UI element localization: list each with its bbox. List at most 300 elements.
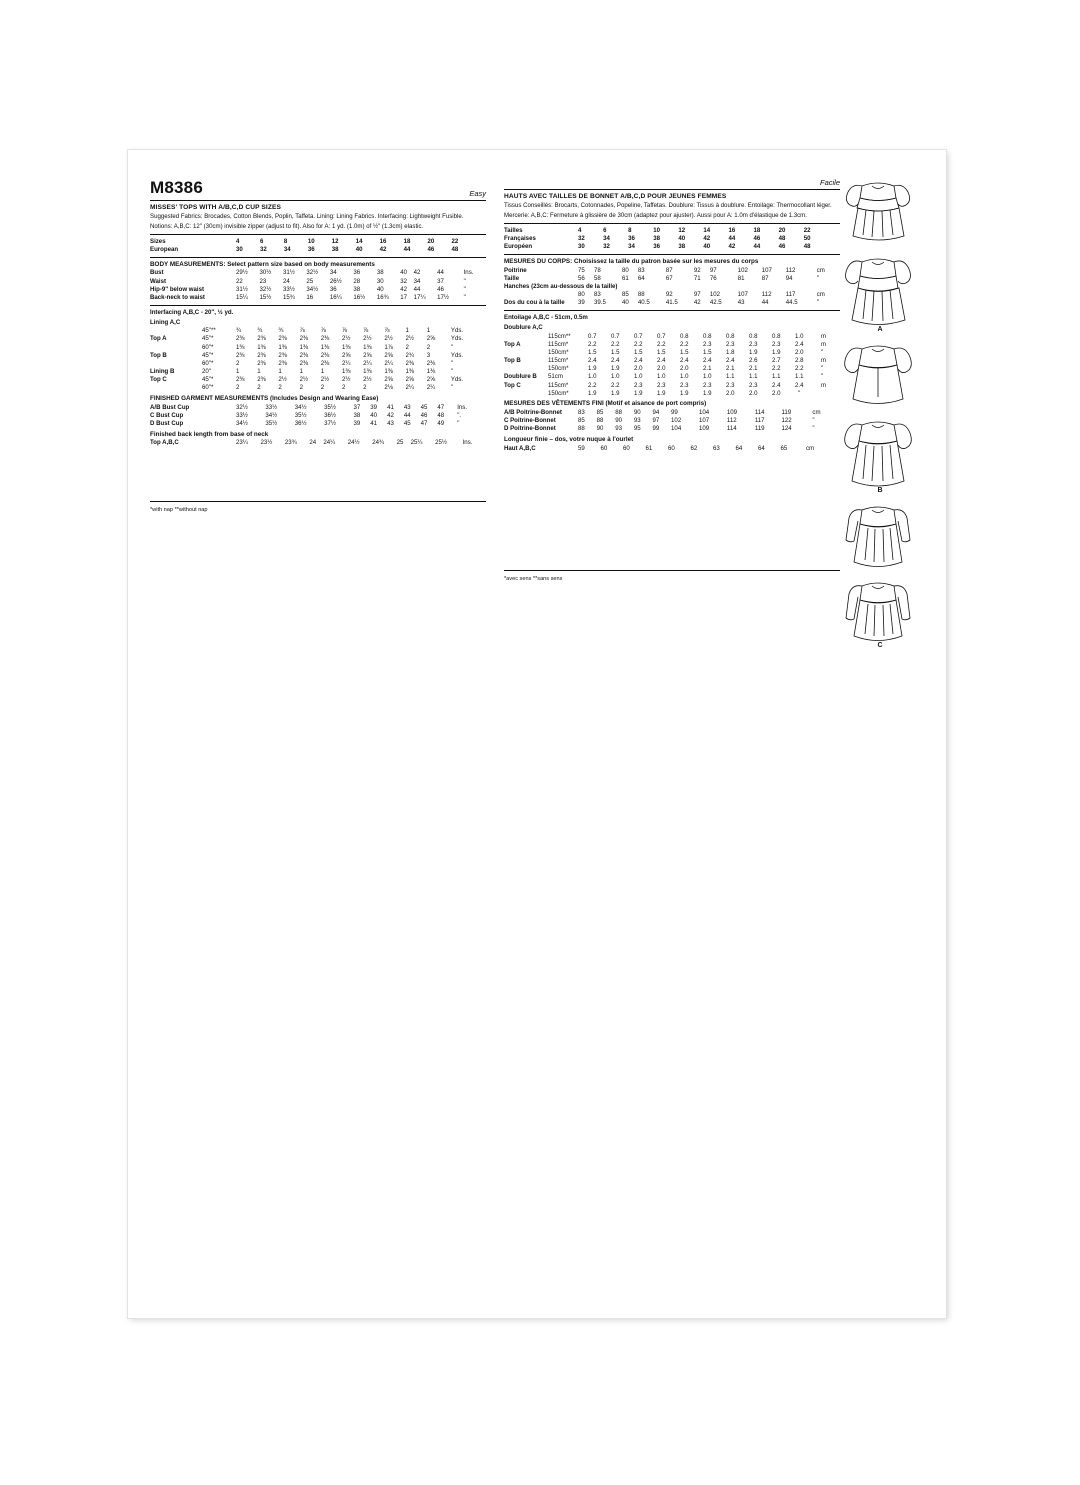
cell: 36 — [628, 235, 635, 243]
cell: 2.4 — [680, 357, 689, 365]
row-label: Top A — [150, 335, 167, 343]
cell: 2.2 — [588, 340, 597, 348]
cell: 18 — [403, 238, 411, 246]
cell: 2½ — [278, 376, 287, 384]
cell: 2.3 — [749, 381, 758, 389]
content — [150, 178, 920, 582]
cell: 75 — [578, 266, 585, 274]
english-column — [150, 178, 486, 582]
cell: 6 — [259, 238, 264, 246]
cell: 46 — [778, 243, 786, 251]
table-row — [150, 277, 486, 285]
footer-divider — [150, 501, 486, 502]
cell: 36 — [653, 243, 661, 251]
cell: 36½ — [324, 411, 336, 419]
cell: 83 — [637, 266, 645, 274]
cell: 25¼ — [410, 439, 423, 447]
cell: 2.2 — [657, 340, 666, 348]
cell: 1.0 — [703, 373, 712, 381]
cell: 1.8 — [726, 348, 735, 356]
row-label: C Bust Cup — [150, 411, 184, 419]
cell: 2⅜ — [257, 335, 266, 343]
cell: 124 — [781, 425, 792, 433]
cell: 2.3 — [703, 340, 712, 348]
cell: 1 — [426, 327, 431, 335]
french-size-table — [504, 226, 840, 251]
cell: 0.8 — [703, 332, 712, 340]
table-row — [150, 419, 486, 427]
cell: 41 — [387, 403, 394, 411]
cell: 95 — [633, 425, 641, 433]
cell: 2½ — [363, 376, 372, 384]
cell: 23½ — [260, 439, 273, 447]
row-label: A/B Poitrine-Bonnet — [504, 409, 562, 417]
cell: 2½ — [320, 376, 330, 384]
divider — [504, 223, 840, 224]
french-body-heading: MESURES DU CORPS: Choisissez la taille du patron basée sur les mesures du corps — [504, 258, 759, 265]
cell: 34½ — [294, 403, 307, 411]
cell: 1.1 — [795, 373, 804, 381]
cell: 38 — [353, 285, 361, 293]
english-body-table — [150, 269, 486, 302]
view-a-1 — [819, 176, 938, 246]
cell: 17¼ — [413, 293, 426, 301]
cell: ¾ — [278, 327, 284, 335]
cell: 92 — [665, 291, 673, 299]
cell: 2⅛ — [384, 384, 393, 392]
row-label: Poitrine — [504, 266, 527, 274]
cell: 48 — [778, 235, 786, 243]
cell: 88 — [578, 425, 585, 433]
english-fabrics: Suggested Fabrics: Brocades, Cotton Blends, Poplin, Taffeta. Lining: Lining Fabrics. Interfacing: Lightweight Fusible. — [150, 213, 464, 220]
cell: 64 — [637, 274, 645, 282]
cell: 34 — [329, 269, 337, 277]
cell: 1⅜ — [257, 343, 266, 351]
cell: 43 — [737, 299, 745, 307]
cell: 46 — [420, 411, 428, 419]
cell: 2¼ — [426, 384, 436, 392]
cell: 15¾ — [282, 293, 295, 301]
cell: 88 — [615, 409, 622, 417]
cell: 1.9 — [680, 389, 689, 397]
cell: 60 — [600, 444, 608, 452]
fabric-width: 45"* — [202, 351, 214, 359]
table-row — [504, 332, 840, 340]
cell: 1.9 — [634, 389, 643, 397]
cell: 44 — [403, 411, 411, 419]
english-back-length-heading: Finished back length from base of neck — [150, 430, 269, 438]
cell: 2 — [278, 384, 282, 392]
french-back-length-table — [504, 444, 840, 452]
cell: 33½ — [236, 411, 248, 419]
cell: ¾ — [257, 327, 263, 335]
cell: 44 — [403, 246, 411, 254]
cell: 2.4 — [588, 357, 597, 365]
cell: 90 — [633, 409, 641, 417]
cell-unit: " — [463, 277, 466, 285]
row-label: D Bust Cup — [150, 420, 184, 428]
cell: 16¼ — [329, 293, 342, 301]
cell: ⅞ — [384, 327, 390, 335]
cell: 34½ — [306, 285, 319, 293]
cell: 2¼ — [341, 359, 351, 367]
cell: 2.0 — [795, 348, 804, 356]
view-b-1-drawing — [822, 337, 934, 409]
cell: 24¾ — [372, 439, 385, 447]
cell: 1.0 — [795, 332, 804, 340]
cell: 107 — [737, 291, 748, 299]
cell: 1.5 — [611, 348, 620, 356]
cell: 2 — [257, 384, 261, 392]
cell: 0.8 — [726, 332, 735, 340]
cell: 32 — [259, 246, 267, 254]
cell: 1⅜ — [426, 368, 436, 376]
cell: 16¾ — [376, 293, 389, 301]
cell-unit: " — [821, 365, 824, 373]
fabric-width: 115cm* — [548, 381, 569, 389]
fabric-width: 150cm* — [548, 365, 569, 373]
cell-unit: " — [457, 420, 460, 428]
cell: 2.3 — [680, 381, 689, 389]
cell: 47 — [437, 403, 445, 411]
table-row — [150, 343, 486, 351]
cell: 16 — [306, 293, 314, 301]
cell: 36½ — [294, 420, 307, 428]
cell: 1.5 — [588, 348, 597, 356]
cell: 1⅜ — [363, 343, 372, 351]
cell: 67 — [665, 274, 673, 282]
cell-unit: " — [812, 417, 815, 425]
fabric-width: 60"* — [202, 359, 214, 367]
cell: 17½ — [437, 293, 450, 301]
cell: 8 — [628, 227, 632, 235]
cell: 2 — [426, 343, 431, 351]
table-row — [504, 226, 840, 234]
cell: 2.3 — [749, 340, 758, 348]
sheet — [128, 150, 946, 1318]
cell: 44 — [437, 269, 444, 277]
cell: 1.9 — [772, 348, 781, 356]
cell: 1.1 — [726, 373, 735, 381]
cell: 1.9 — [588, 389, 597, 397]
table-row — [504, 299, 840, 307]
cell: 2.3 — [703, 381, 712, 389]
cell: 2.4 — [795, 381, 804, 389]
cell: 0.8 — [772, 332, 781, 340]
cell: 2⅜ — [257, 359, 266, 367]
row-label: Doublure B — [504, 373, 537, 381]
cell: 112 — [785, 266, 796, 274]
cell: ⅞ — [341, 327, 348, 335]
cell: 1.1 — [772, 373, 781, 381]
view-c-2 — [822, 574, 938, 649]
cell: 40 — [400, 269, 408, 277]
cell: 1 — [278, 368, 282, 376]
cell: 46 — [427, 246, 435, 254]
fabric-width: 115cm* — [548, 357, 569, 365]
table-row — [504, 444, 840, 452]
cell-unit: cm — [806, 444, 815, 452]
row-label — [150, 327, 202, 335]
english-size-table — [150, 237, 486, 253]
view-label-c: C — [877, 642, 883, 649]
cell: 2⅝ — [426, 376, 436, 384]
cell: 97 — [693, 291, 701, 299]
view-a-2 — [822, 250, 938, 333]
cell-unit: " — [463, 293, 466, 301]
cell: 90 — [596, 425, 604, 433]
cell: 80 — [578, 291, 585, 299]
cell-unit: Yds. — [450, 327, 464, 335]
fabric-width: 45"* — [202, 376, 214, 384]
cell-unit: cm — [812, 409, 821, 417]
english-footnote: *with nap **without nap — [150, 506, 208, 513]
cell: 16 — [728, 227, 736, 235]
cell: 59 — [578, 444, 585, 452]
fabric-width: 115cm** — [548, 332, 571, 340]
cell: 56 — [578, 274, 585, 282]
cell: 2⅜ — [299, 335, 309, 343]
fabric-width: 60"* — [202, 384, 214, 392]
cell: 48 — [803, 243, 811, 251]
cell: 102 — [671, 417, 682, 425]
cell: 83 — [593, 291, 601, 299]
cell: 1.0 — [680, 373, 689, 381]
row-label: Dos du cou à la taille — [504, 299, 565, 307]
cell: 2.3 — [726, 340, 735, 348]
table-row — [504, 365, 840, 373]
cell: 40 — [376, 285, 384, 293]
row-label: C Poitrine-Bonnet — [504, 417, 556, 425]
cell: 23 — [259, 277, 267, 285]
cell: 88 — [596, 417, 604, 425]
cell: 30 — [376, 277, 384, 285]
cell: 2½ — [341, 335, 351, 343]
cell: 6 — [603, 227, 607, 235]
cell-unit: " — [450, 343, 454, 351]
cell-unit: " — [450, 359, 454, 367]
cell: 2⅜ — [236, 376, 245, 384]
table-row — [150, 285, 486, 293]
cell: 44 — [761, 299, 769, 307]
table-row — [150, 376, 486, 384]
cell: 26½ — [329, 277, 342, 285]
cell: 47 — [420, 420, 428, 428]
cell: 42 — [703, 235, 711, 243]
table-row — [150, 327, 486, 335]
cell: 2.0 — [749, 389, 758, 397]
cell: 43 — [403, 403, 411, 411]
french-lining-label: Doublure A,C — [504, 323, 543, 331]
cell: 2⅝ — [405, 376, 414, 384]
french-notions: Mercerie: A,B,C: Fermeture à glissière de 30cm (adaptez pour ajuster). Aussi pour A: 1.0m d'élastique de 1.3cm. — [504, 212, 807, 220]
cell: 71 — [693, 274, 701, 282]
cell — [475, 237, 486, 245]
cell: 46 — [437, 285, 444, 293]
cell: 4 — [578, 227, 582, 235]
cell-unit: Ins. — [457, 403, 468, 411]
cell: 63 — [713, 444, 720, 452]
cell: 34 — [603, 235, 610, 243]
cell: 1⅜ — [384, 368, 393, 376]
cell: 2.2 — [611, 340, 620, 348]
fabric-width: 45"* — [202, 335, 214, 343]
cell: 35½ — [324, 403, 336, 411]
cell: 16½ — [353, 293, 366, 301]
cell: 25 — [396, 439, 404, 447]
cell: 10 — [307, 238, 315, 246]
cell: 40.5 — [637, 299, 650, 307]
cell: 2 — [299, 384, 303, 392]
cell: 97 — [709, 266, 717, 274]
cell: 2.8 — [795, 357, 804, 365]
cell: 122 — [781, 417, 792, 425]
cell: 1 — [236, 368, 240, 376]
row-label: Waist — [150, 277, 167, 285]
cell: 2.2 — [795, 365, 804, 373]
cell: 2.7 — [772, 357, 781, 365]
cell: 15¼ — [236, 293, 248, 301]
cell: 99 — [671, 409, 678, 417]
view-b-2 — [822, 413, 938, 494]
cell: 1.5 — [680, 348, 689, 356]
table-row — [150, 335, 486, 343]
cell: 50 — [803, 235, 811, 243]
cell: 2⅝ — [384, 376, 393, 384]
cell: 2⅜ — [299, 359, 309, 367]
view-c-1 — [822, 498, 938, 570]
cell: 32½ — [306, 269, 319, 277]
english-lining-label: Lining A,C — [150, 318, 181, 326]
cell: 83 — [578, 409, 585, 417]
row-label — [150, 343, 202, 351]
table-row — [150, 246, 486, 254]
cell: 2.2 — [588, 381, 597, 389]
table-row — [504, 266, 840, 274]
cell: 2.4 — [611, 357, 620, 365]
fabric-width: 150cm* — [548, 389, 569, 397]
cell: 8 — [283, 238, 288, 246]
cell: 39.5 — [593, 299, 606, 307]
european-label: European — [150, 246, 179, 254]
cell — [475, 246, 486, 254]
cell: 81 — [737, 274, 745, 282]
row-label: Back-neck to waist — [150, 293, 205, 301]
cell-unit: " — [821, 373, 824, 381]
cell-unit: m — [821, 340, 827, 348]
row-label: Taille — [504, 274, 520, 282]
table-row — [504, 235, 840, 243]
cell: 36 — [329, 285, 337, 293]
cell: 30½ — [259, 269, 272, 277]
cell: 2¼ — [384, 359, 393, 367]
cell: 32½ — [236, 403, 248, 411]
cell: 1⅜ — [363, 368, 372, 376]
cell: 112 — [761, 291, 772, 299]
cell: 2.4 — [726, 357, 735, 365]
cell: 2.2 — [611, 381, 620, 389]
cell-unit: ". — [457, 411, 462, 419]
cell: 48 — [437, 411, 445, 419]
cell: 14 — [355, 238, 363, 246]
cell: 60 — [623, 444, 630, 452]
cell: 61 — [645, 444, 653, 452]
table-row — [504, 243, 840, 251]
row-label: Hanches (23cm au-dessous de la taille) — [504, 282, 618, 290]
cell: 88 — [637, 291, 645, 299]
cell: 17 — [400, 293, 408, 301]
french-header — [504, 178, 840, 190]
cell-unit: Yds. — [450, 335, 464, 343]
cell: 38 — [376, 269, 384, 277]
cell: 2.3 — [772, 340, 781, 348]
cell: 2¼ — [405, 384, 414, 392]
cell: 43 — [387, 420, 394, 428]
cell: 60 — [668, 444, 675, 452]
cell: 23¼ — [236, 439, 248, 447]
cell: 94 — [652, 409, 660, 417]
cell: 32 — [578, 235, 585, 243]
cell-unit: " — [450, 368, 454, 376]
sizes-label: Sizes — [150, 238, 166, 246]
cell: 2⅝ — [426, 335, 436, 343]
cell-unit: cm — [816, 291, 825, 299]
table-row — [504, 417, 840, 425]
cell: 1 — [257, 368, 261, 376]
cell: 1.5 — [634, 348, 643, 356]
cell: 32½ — [259, 285, 272, 293]
english-fabric-table — [150, 327, 486, 393]
table-row — [504, 389, 840, 397]
cell-unit: " — [450, 384, 454, 392]
cell: 2 — [341, 384, 346, 392]
cell: 107 — [698, 417, 710, 425]
cell: 2⅜ — [236, 351, 245, 359]
row-label: Bust — [150, 269, 164, 277]
english-body-heading: BODY MEASUREMENTS: Select pattern size based on body measurements — [150, 260, 375, 268]
cell: 0.7 — [657, 332, 666, 340]
cell: 78 — [593, 266, 601, 274]
cell: 1⅜ — [278, 343, 287, 351]
cell: 2.4 — [657, 357, 666, 365]
cell: 35½ — [294, 411, 307, 419]
cell: 42 — [693, 299, 701, 307]
cell: 1⅜ — [341, 368, 351, 376]
cell: 33½ — [265, 403, 278, 411]
cell: 2¼ — [363, 359, 372, 367]
cell: 99 — [652, 425, 660, 433]
cell: 94 — [785, 274, 793, 282]
table-row — [150, 384, 486, 392]
cell: 2.4 — [703, 357, 712, 365]
cell: 14 — [703, 227, 711, 235]
cell: 40 — [621, 299, 629, 307]
difficulty-en: Easy — [469, 189, 486, 198]
cell: 0.7 — [611, 332, 620, 340]
table-row — [504, 381, 840, 389]
cell: 2.0 — [657, 365, 666, 373]
cell: 38 — [678, 243, 686, 251]
cell: 1.9 — [703, 389, 712, 397]
french-back-length-heading: Longueur finie – dos, votre nuque à l'ourlet — [504, 436, 634, 443]
french-heading: HAUTS AVEC TAILLES DE BONNET A/B,C,D POUR JEUNES FEMMES — [504, 193, 727, 200]
cell: 85 — [596, 409, 604, 417]
row-label: Top B — [504, 357, 521, 365]
cell: 0.7 — [588, 332, 597, 340]
table-row — [504, 373, 840, 381]
cell-unit: Ins. — [462, 439, 473, 447]
french-body-table — [504, 266, 840, 307]
